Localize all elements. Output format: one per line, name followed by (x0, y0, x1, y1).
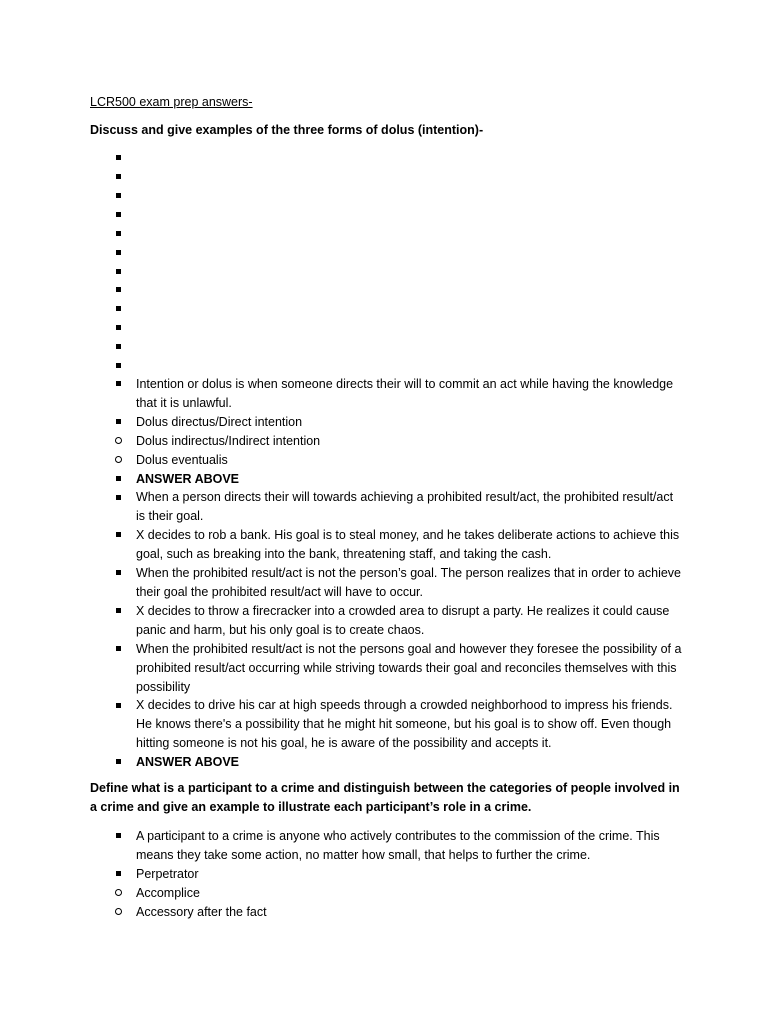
empty-list-item (0, 338, 768, 357)
square-bullet-icon (112, 488, 124, 507)
question-1-empty-bullets (0, 149, 768, 376)
square-bullet-icon (112, 300, 124, 319)
list-item-text: When the prohibited result/act is not the persons goal and however they foresee the possibility of a prohibited result/act occurring while striving towards their goal and reconciles themselves with this possibility (136, 641, 682, 694)
square-bullet-icon (112, 640, 124, 659)
question-2-heading: Define what is a participant to a crime and distinguish between the categories of people involved in a crime and give an example to illustrate each participant’s role in a crime. (90, 781, 680, 814)
list-item-text: A participant to a crime is anyone who actively contributes to the commission of the crime. This means they take some action, no matter how small, that helps to further the crime. (136, 829, 660, 862)
list-item (0, 602, 768, 640)
square-bullet-icon (112, 827, 124, 846)
square-bullet-icon (112, 243, 124, 262)
square-bullet-icon (112, 470, 124, 489)
circle-bullet-icon (112, 432, 124, 451)
empty-list-item (0, 225, 768, 244)
empty-list-item (0, 357, 768, 376)
list-item (0, 865, 768, 884)
square-bullet-icon (112, 225, 124, 244)
square-bullet-icon (112, 149, 124, 168)
list-item-text: Intention or dolus is when someone directs their will to commit an act while having the knowledge that it is unlawful. (136, 377, 674, 410)
empty-list-item (0, 206, 768, 225)
square-bullet-icon (112, 696, 124, 715)
list-item (0, 753, 768, 772)
list-item-text: When the prohibited result/act is not the person’s goal. The person realizes that in order to achieve their goal the prohibited result/act will have to occur. (136, 566, 681, 599)
list-item-text: Dolus indirectus/Indirect intention (136, 433, 321, 448)
square-bullet-icon (112, 281, 124, 300)
list-item (0, 564, 768, 602)
empty-list-item (0, 243, 768, 262)
circle-bullet-icon (112, 884, 124, 903)
square-bullet-icon (112, 375, 124, 394)
list-item-text: Accessory after the fact (136, 904, 267, 919)
square-bullet-icon (112, 602, 124, 621)
list-item (0, 413, 768, 432)
circle-bullet-icon (112, 451, 124, 470)
square-bullet-icon (112, 206, 124, 225)
empty-list-item (0, 168, 768, 187)
list-item-text: Perpetrator (136, 866, 199, 881)
list-item (0, 884, 768, 903)
list-item (0, 451, 768, 470)
question-2-answer-list (0, 827, 768, 922)
list-item-text: X decides to drive his car at high speeds through a crowded neighborhood to impress his friends. He knows there's a possibility that he might hit someone, but his goal is to show off. Even though hitting someone is not his goal, he is aware of the possibility and accepts it. (136, 698, 673, 751)
list-item-text: Accomplice (136, 885, 200, 900)
list-item-text: ANSWER ABOVE (136, 471, 240, 486)
list-item-text: ANSWER ABOVE (136, 755, 240, 770)
list-item (0, 488, 768, 526)
list-item (0, 526, 768, 564)
circle-bullet-icon (112, 903, 124, 922)
list-item (0, 696, 768, 753)
document-title: LCR500 exam prep answers- (90, 95, 253, 109)
question-1-heading: Discuss and give examples of the three forms of dolus (intention)- (90, 123, 484, 137)
list-item-text: Dolus eventualis (136, 452, 228, 467)
empty-list-item (0, 187, 768, 206)
square-bullet-icon (112, 168, 124, 187)
list-item-text: Dolus directus/Direct intention (136, 414, 303, 429)
list-item (0, 375, 768, 413)
list-item-text: When a person directs their will towards achieving a prohibited result/act, the prohibited result/act is their goal. (136, 490, 674, 524)
list-item-text: X decides to rob a bank. His goal is to steal money, and he takes deliberate actions to achieve this goal, such as breaking into the bank, threatening staff, and taking the cash. (136, 528, 680, 562)
empty-list-item (0, 319, 768, 338)
list-item (0, 827, 768, 865)
square-bullet-icon (112, 413, 124, 432)
list-item (0, 432, 768, 451)
square-bullet-icon (112, 357, 124, 376)
square-bullet-icon (112, 262, 124, 281)
square-bullet-icon (112, 319, 124, 338)
square-bullet-icon (112, 753, 124, 772)
empty-list-item (0, 262, 768, 281)
square-bullet-icon (112, 865, 124, 884)
list-item (0, 903, 768, 922)
square-bullet-icon (112, 338, 124, 357)
list-item (0, 470, 768, 489)
empty-list-item (0, 281, 768, 300)
square-bullet-icon (112, 187, 124, 206)
square-bullet-icon (112, 526, 124, 545)
empty-list-item (0, 149, 768, 168)
question-1-answer-list (0, 375, 768, 772)
list-item-text: X decides to throw a firecracker into a crowded area to disrupt a party. He realizes it could cause panic and harm, but his only goal is to create chaos. (136, 603, 670, 637)
square-bullet-icon (112, 564, 124, 583)
list-item (0, 640, 768, 697)
empty-list-item (0, 300, 768, 319)
